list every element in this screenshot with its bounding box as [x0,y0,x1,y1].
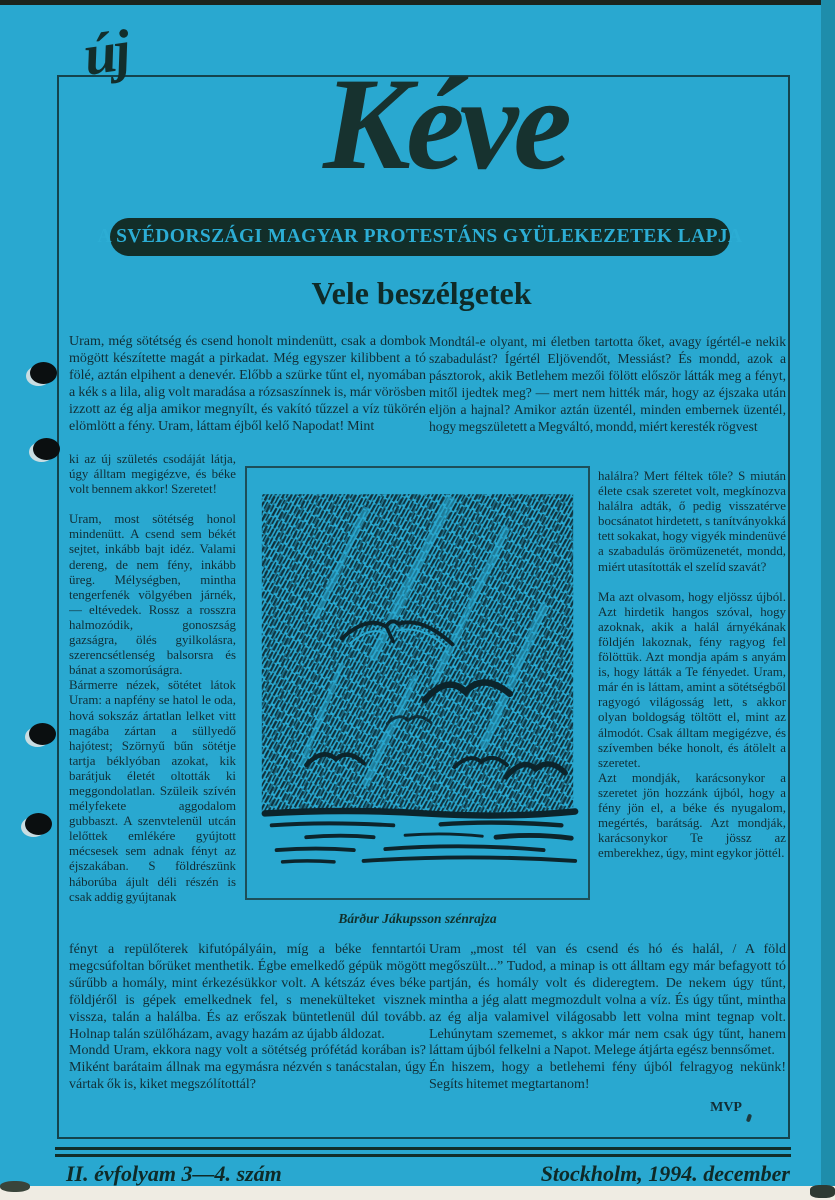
right-column-paragraph-1 [429,334,786,469]
right-column-bottom-text [429,942,786,1137]
footer-double-rule [55,1147,791,1157]
author-initials: MVP [710,1100,742,1116]
paragraph-text: Bármerre nézek, sötétet látok Uram: a napfény se hatol le oda, hová sokszáz ártatlan lelket vitt magába zártan a süllyedő hajótest; Szörnyű bűn sötétje tartja béklyóban azokat, kik barátjuk életét oltották ki meggondolatlan. Szüleik szívén mélyfekete aggodalom gubbaszt. A szenvtelenül utcán lelőttek emlékére gyújtott mécsesek sem adnak fényt az éjszakában. S földrészünk háborúba ájult déli részén is csak addig gyújtanak [69,678,236,904]
scan-right-edge [821,0,835,1192]
punch-hole-3 [29,723,56,745]
masthead-title: Kéve [323,50,567,197]
right-column-narrow-text [598,469,786,941]
paragraph-text: ki az új születés csodáját látja, úgy álltam megigézve, és béke volt bennem akkor! Szeretet! [69,452,236,497]
punch-hole-2 [33,438,60,460]
article-title: Vele beszélgetek [311,275,532,311]
scan-top-edge [0,0,835,5]
left-column-paragraph-1 [69,334,426,452]
footer-place-date: Stockholm, 1994. december [540,1161,790,1186]
seagulls-rain-drawing [247,468,588,898]
scan-smudge-right [810,1185,835,1198]
left-column-narrow-text [69,452,236,941]
charcoal-illustration [245,466,590,900]
masthead-banner-text: A SVÉDORSZÁGI MAGYAR PROTESTÁNS GYÜLEKEZETEK LAPJA [97,226,743,247]
punch-hole-1 [30,362,57,384]
cyan-paper-sheet [0,5,821,1186]
illustration-caption: Bárður Jákupsson szénrajza [338,911,497,926]
paragraph-text: halálra? Mert féltek tőle? S miután élete csak szeretet volt, megkínozva halálra adták, ő pedig visszatérve bocsánatot hirdetett, s tanítványokká tett sokakat, hogy vigyék mindenüvé a szabadulás örömüzenetét, mondd, miért utasították el szelíd szavát? [598,469,786,574]
left-column-bottom-text [69,942,426,1134]
paragraph-text: Mondtál-e olyant, mi életben tartotta őket, avagy ígértél-e nekik szabadulást? Ígértél Eljövendőt, Messiást? És mondd, azok a pásztorok, akik Betlehem mezői fölött először látták meg a fényt, mitől ijedtek meg? — mert nem hitték már, hogy az éjszaka után eljön a hajnal? Amikor aztán üzentél, minden embernek üzentél, hogy megszületett a Megváltó, mondd, miért keresték rögvest [429,334,786,434]
paragraph-text: Azt mondják, karácsonykor a szeretet jön hozzánk újból, hogy a fény jön el, a béke és nyugalom, megértés, barátság. Azt mondják, karácsonykor Te jössz az emberekhez, úgy, mint egykor jöttél. [598,770,786,861]
paragraph-text: Uram, most sötétség honol mindenütt. A csend sem békét sejtet, inkább bajt idéz. Valami dereng, de nem fény, inkább üreg. Mélységben, mintha tengerfenék völgyében járnék, — eltévedek. Rossz a rosszra halmozódik, gonoszság gazságra, ölés gyilkolásra, szerencsétlenség balsorsra és bánat a szomorúságra. [69,512,236,678]
footer-issue: II. évfolyam 3—4. szám [66,1161,282,1186]
paragraph-text: Uram „most tél van és csend és hó és halál, / A föld megőszült...” Tudod, a minap is ott álltam egy már befagyott tó partján, és homály volt és dideregtem. De nekem úgy tűnt, mintha a jég alatt megmozdult volna a víz. És úgy tűnt, mintha az ég alja valamivel világosabb lett volna mint tegnap volt. Lehúnytam szememet, s akkor már nem csak úgy tűnt, hanem láttam újból felkelni a Napot. Melege átjárta egész bennsőmet. [429,942,786,1059]
paragraph-text: fényt a repülőterek kifutópályáin, míg a béke fenntartói megcsúfoltan bőrüket menthetik. Égbe emelkedő gépük mögött sűrűbb a homály, mint érkezésükkor volt. A kétszáz éves béke földjéről is gépek emelkednek fel, s menekülteket visznek vissza, talán a halálba. És az erőszak büntetlenül dúl tovább. Holnap talán szülőházam, avagy hazám az újabb áldozat. [69,942,426,1042]
paragraph-text: Én hiszem, hogy a betlehemi fény újból felragyog nekünk! Segíts hitemet megtartanom! [429,1060,786,1093]
paragraph-text: Mondd Uram, ekkora nagy volt a sötétség prófétád korában is? Miként barátaim állnak ma egymásra nézvén s tanácstalan, úgy vártak ők is, kiket megszólítottál? [69,1043,426,1093]
paragraph-text: Uram, még sötétség és csend honolt mindenütt, csak a dombok mögött készítette magát a pirkadat. Még egyszer kilibbent a tó fölé, aztán elpihent a denevér. Előbb a szürke tűnt el, nyomában a kék s a lila, alig volt maradása a rózsaszínnek is, már vörösben izzott az ég alja amikor megnyílt, és vakító tűzzel a víz tükörén elömlött a fény. Uram, láttam éjből kelő Napodat! Mint [69,334,426,434]
paragraph-text: Ma azt olvasom, hogy eljössz újból. Azt hirdetik hangos szóval, hogy azoknak, akik a halál árnyékának földjén lakoznak, fény ragyog fel fölöttük. Azt mondja apám s anyám is, hogy látták a Te fényedet. Uram, már én is láttam, amint a sötétségből ragyogó világosság lett, s akkor olyan boldogság töltött el, mint az álmodót. Csak álltam megigézve, és szívemben béke honolt, és átölelt a szeretet. [598,589,786,770]
punch-hole-4 [25,813,52,835]
masthead-overtitle: új [79,17,133,88]
scan-bottom-edge [0,1186,835,1200]
scan-smudge-left [0,1181,30,1192]
masthead-banner [97,218,743,256]
